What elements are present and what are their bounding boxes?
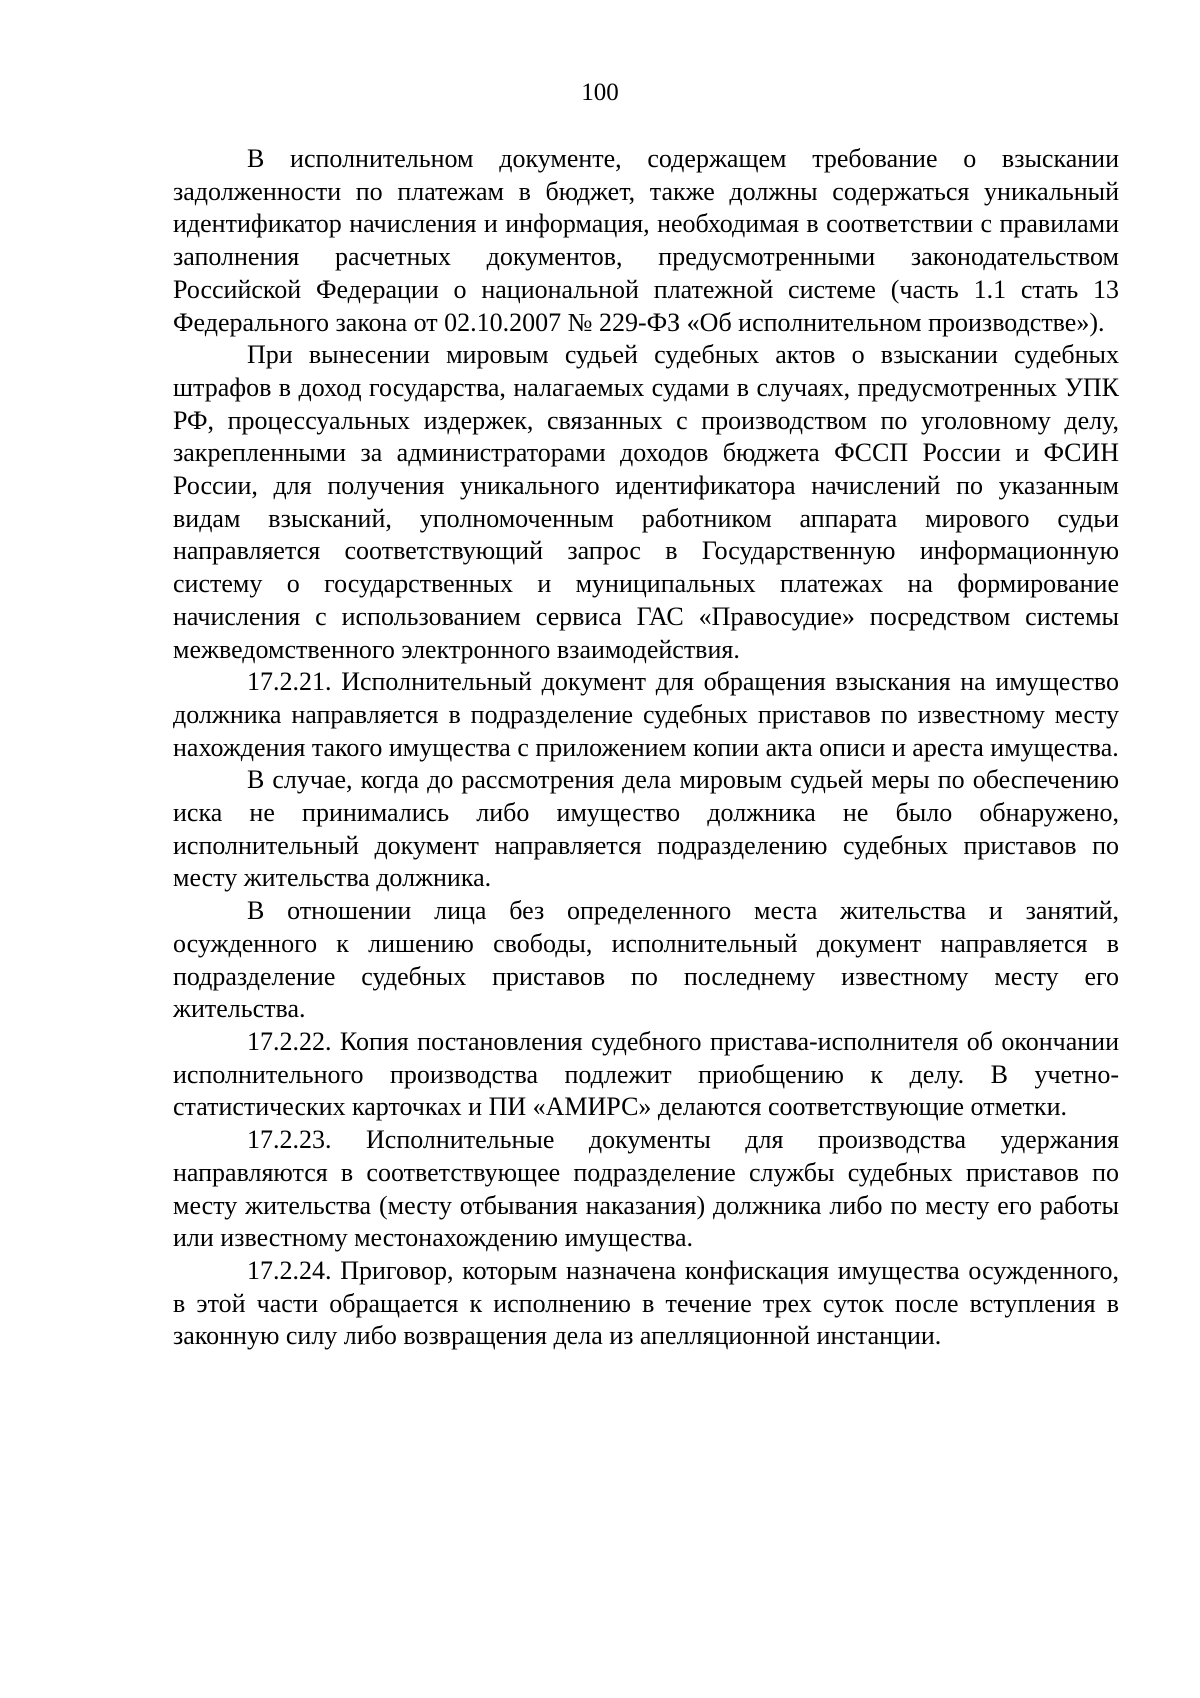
paragraph-no-interim-measures: В случае, когда до рассмотрения дела мировым судьей меры по обеспечению иска не принимались либо имущество должника не было обнаружено, исполнительный документ направляется подразделению судебных приставов по месту жительства должника.: [173, 765, 1119, 893]
paragraph-17-2-23: 17.2.23. Исполнительные документы для производства удержания направляются в соответствующее подразделение службы судебных приставов по месту жительства (месту отбывания наказания) должника либо по месту его работы или известному местонахождению имущества.: [173, 1125, 1119, 1253]
paragraph-debt-identifier: В исполнительном документе, содержащем требование о взыскании задолженности по платежам в бюджет, также должны содержаться уникальный идентификатор начисления и информация, необходимая в соответствии с правилами заполнения расчетных документов, предусмотренными законодательством Российской Федерации о национальной платежной системе (часть 1.1 стать 13 Федерального закона от 02.10.2007 № 229-ФЗ «Об исполнительном производстве»).: [173, 144, 1119, 337]
paragraph-court-fines: При вынесении мировым судьей судебных актов о взыскании судебных штрафов в доход государства, налагаемых судами в случаях, предусмотренных УПК РФ, процессуальных издержек, связанных с производством по уголовному делу, закрепленными за администраторами доходов бюджета ФССП России и ФСИН России, для получения уникального идентификатора начислений по указанным видам взысканий, уполномоченным работником аппарата мирового судьи направляется соответствующий запрос в Государственную информационную систему о государственных и муниципальных платежах на формирование начисления с использованием сервиса ГАС «Правосудие» посредством системы межведомственного электронного взаимодействия.: [173, 340, 1119, 664]
document-body: [173, 143, 1119, 1353]
paragraph-no-fixed-residence: В отношении лица без определенного места жительства и занятий, осужденного к лишению свободы, исполнительный документ направляется в подразделение судебных приставов по последнему известному месту его жительства.: [173, 896, 1119, 1024]
paragraph-17-2-24: 17.2.24. Приговор, которым назначена конфискация имущества осужденного, в этой части обращается к исполнению в течение трех суток после вступления в законную силу либо возвращения дела из апелляционной инстанции.: [173, 1255, 1119, 1351]
paragraph-17-2-21: 17.2.21. Исполнительный документ для обращения взыскания на имущество должника направляется в подразделение судебных приставов по известному месту нахождения такого имущества с приложением копии акта описи и ареста имущества.: [173, 667, 1119, 762]
page-number: 100: [581, 79, 619, 106]
paragraph-17-2-22: 17.2.22. Копия постановления судебного пристава-исполнителя об окончании исполнительного производства подлежит приобщению к делу. В учетно-статистических карточках и ПИ «АМИРС» делаются соответствующие отметки.: [173, 1026, 1119, 1122]
